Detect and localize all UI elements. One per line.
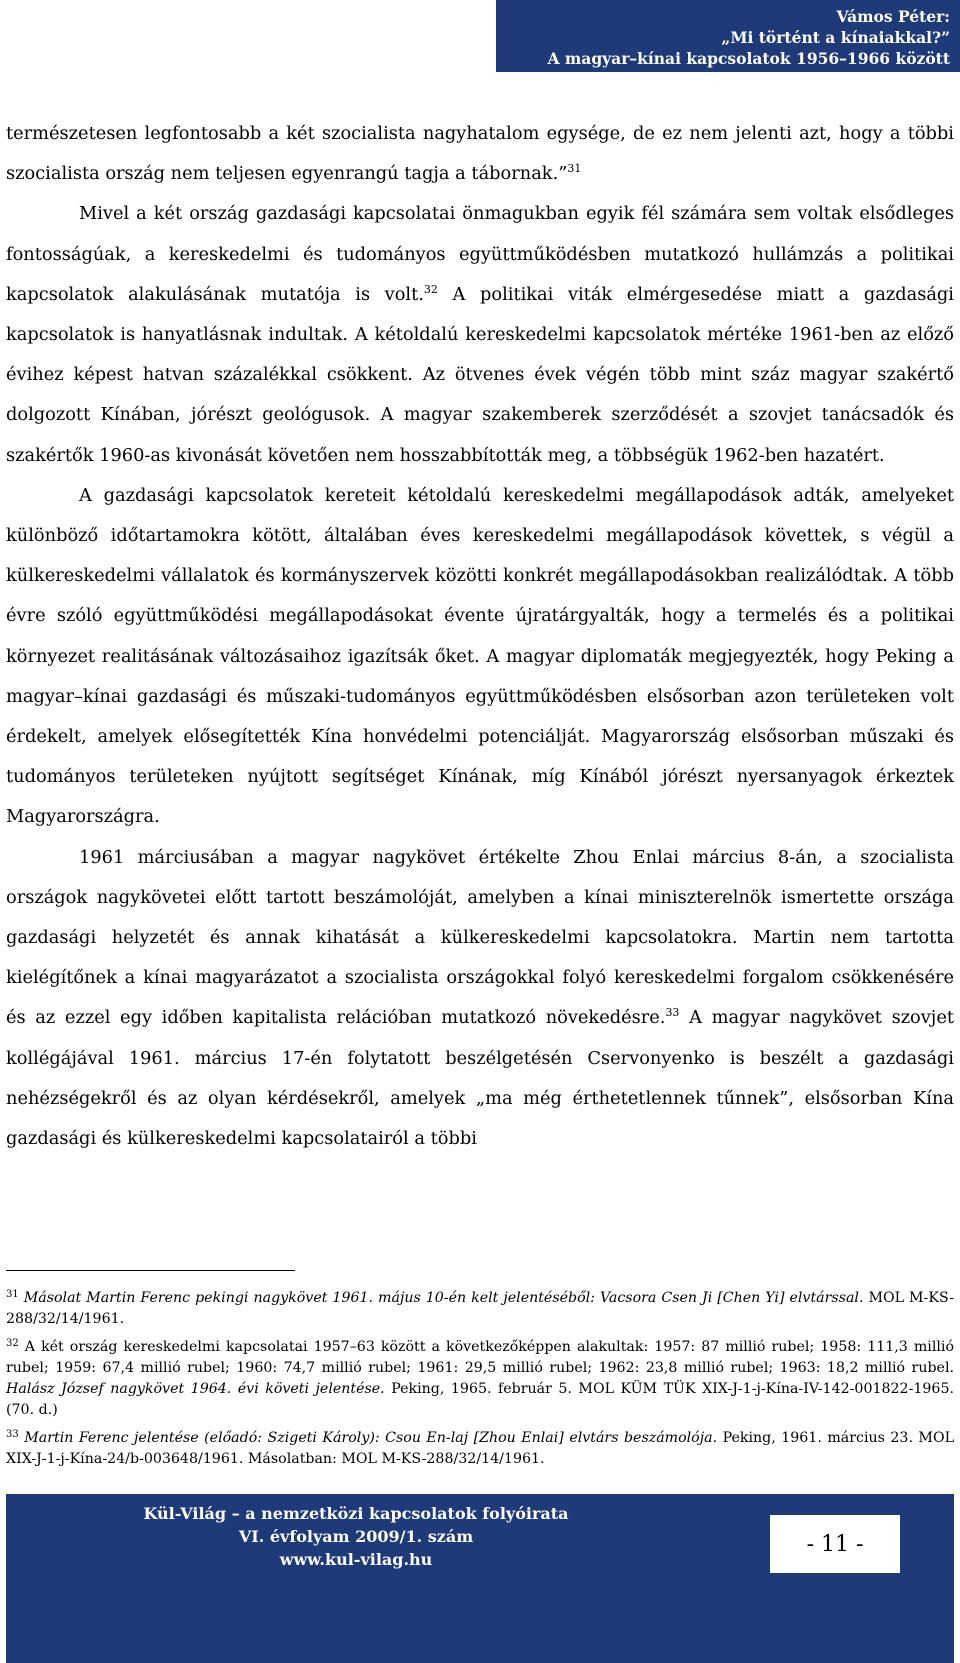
journal-name: Kül-Világ – a nemzetközi kapcsolatok folyóirata (143, 1504, 569, 1523)
footnote-32: $^{32}$ A két ország kereskedelmi kapcsolatai 1957–63 között a következőképpen alakultak: 1957: 87 millió rubel; 1958: 111,3 millió rubel; 1959: 67,4 millió rubel; 1960: 74,7 millió rubel; 1961: 29,5 millió rubel; 1962: 23,8 millió rubel; 1963: 18,2 millió rubel. Halász József nagykövet 1964. évi követi jelentése. Peking, 1965. február 5. MOL KÜM TÜK XIX-J-1-j-Kína-IV-142-001822-1965. (70. d.) (6, 1337, 954, 1419)
footer-info (6, 1502, 706, 1571)
running-header (496, 0, 960, 72)
header-title: „Mi történt a kínaiakkal?” (721, 28, 950, 47)
footnote-ref-31[interactable]: 31 (567, 162, 582, 176)
paragraph-4: 1961 márciusában a magyar nagykövet értékelte Zhou Enlai március 8-án, a szocialista országok nagykövetei előtt tartott beszámolóját, amelyben a kínai miniszterelnök ismertette országa gazdasági helyzetét és annak kihatását a külkereskedelmi kapcsolatokra. Martin nem tartotta kielégítőnek a kínai magyarázatot a szocialista országokkal folyó kereskedelmi forgalom csökkenésére és az ezzel egy időben kapitalista relációban mutatkozó növekedésre.$^{33}$ A magyar nagykövet szovjet kollégájával 1961. március 17-én folytatott beszélgetésén Cservonyenko is beszélt a gazdasági nehézségekről és az olyan kérdésekről, amelyek „ma még érthetetlennek tűnnek”, elsősorban Kína gazdasági és külkereskedelmi kapcsolatairól a többi (6, 846, 954, 1150)
page-footer (6, 1494, 954, 1663)
footnote-separator (6, 1270, 295, 1271)
footnotes (6, 1288, 954, 1476)
journal-url[interactable]: www.kul-vilag.hu (279, 1550, 433, 1569)
header-author: Vámos Péter: (836, 7, 950, 26)
paragraph-3: A gazdasági kapcsolatok kereteit kétoldalú kereskedelmi megállapodások adták, amelyeket különböző időtartamokra kötött, általában éves kereskedelmi megállapodások követtek, s végül a külkereskedelmi vállalatok és kormányszervek közötti konkrét megállapodásokban realizálódtak. A több évre szóló együttműködési megállapodásokat évente újratárgyalták, hogy a termelés és a politikai környezet realitásának változásaihoz igazítsák őket. A magyar diplomaták megjegyezték, hogy Peking a magyar–kínai gazdasági és műszaki-tudományos együttműködésben elsősorban azon területeken volt érdekelt, amelyek elősegítették Kína honvédelmi potenciálját. Magyarország elsősorban műszaki és tudományos területeken nyújtott segítséget Kínának, míg Kínából jórészt nyersanyagok érkeztek Magyarországra. (6, 484, 954, 828)
paragraph-2: Mivel a két ország gazdasági kapcsolatai önmagukban egyik fél számára sem voltak elsődleges fontosságúak, a kereskedelmi és tudományos együttműködésben mutatkozó hullámzás a politikai kapcsolatok alakulásának mutatója is volt.$^{32}$ A politikai viták elmérgesedése miatt a gazdasági kapcsolatok is hanyatlásnak indultak. A kétoldalú kereskedelmi kapcsolatok mértéke 1961-ben az előző évihez képest hatvan százalékkal csökkent. Az ötvenes évek végén több mint száz magyar szakértő dolgozott Kínában, jórészt geológusok. A magyar szakemberek szerződését a szovjet tanácsadók és szakértők 1960-as kivonását követően nem hosszabbították meg, a többségük 1962-ben hazatért. (6, 203, 954, 466)
paragraph-1: természetesen legfontosabb a két szocialista nagyhatalom egysége, de ez nem jelenti azt, hogy a többi szocialista ország nem teljesen egyenrangú tagja a tábornak.”$^{31}$ (6, 123, 954, 185)
page-number: - 11 - (769, 1514, 901, 1574)
header-subtitle: A magyar–kínai kapcsolatok 1956–1966 között (547, 49, 950, 68)
article-body (6, 114, 954, 1159)
footnote-ref-33[interactable]: 33 (665, 1006, 680, 1020)
footnote-31: $^{31}$ Másolat Martin Ferenc pekingi nagykövet 1961. május 10-én kelt jelentéséből: Vacsora Csen Ji [Chen Yi] elvtárssal. MOL M-KS-288/32/14/1961. (6, 1289, 954, 1328)
journal-issue: VI. évfolyam 2009/1. szám (238, 1527, 474, 1546)
footnote-33: $^{33}$ Martin Ferenc jelentése (előadó: Szigeti Károly): Csou En-laj [Zhou Enlai] elvtárs beszámolója. Peking, 1961. március 23. MOL XIX-J-1-j-Kína-24/b-003648/1961. Másolatban: MOL M-KS-288/32/14/1961. (6, 1428, 955, 1468)
footnote-ref-32[interactable]: 32 (423, 282, 438, 296)
